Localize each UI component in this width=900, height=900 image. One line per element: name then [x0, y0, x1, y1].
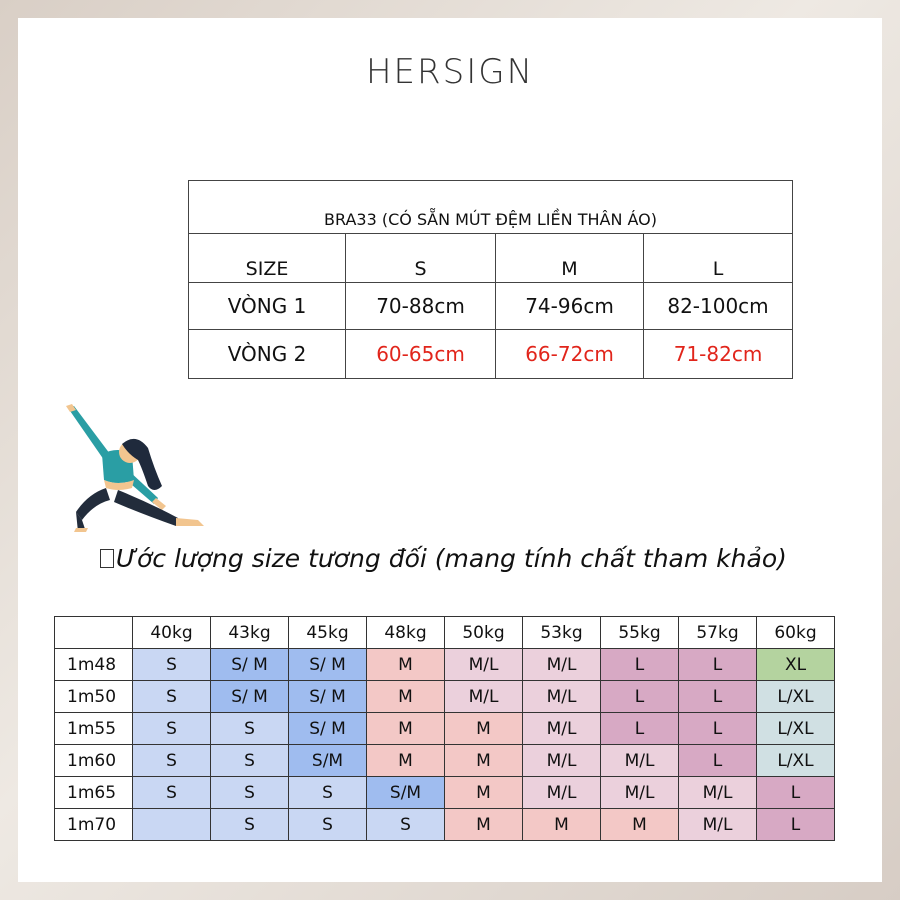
weight-header: 53kg: [523, 617, 601, 649]
size-cell: M: [523, 809, 601, 841]
size-table: [188, 180, 793, 379]
weight-header: 50kg: [445, 617, 523, 649]
size-cell: L/XL: [757, 713, 835, 745]
size-cell: S: [133, 745, 211, 777]
brand-logo: HERSIGN: [365, 52, 535, 92]
size-header: S: [346, 234, 496, 283]
size-cell: M/L: [601, 777, 679, 809]
size-header: M: [496, 234, 644, 283]
size-cell: M: [445, 809, 523, 841]
measure-cell: 82-100cm: [644, 283, 793, 330]
size-cell: S/ M: [289, 649, 367, 681]
size-cell: M: [367, 681, 445, 713]
size-cell: [133, 809, 211, 841]
table-row: [55, 809, 835, 841]
measure-cell: 74-96cm: [496, 283, 644, 330]
weight-header: 60kg: [757, 617, 835, 649]
size-cell: S/ M: [289, 681, 367, 713]
height-label: 1m50: [55, 681, 133, 713]
size-cell: L: [757, 809, 835, 841]
size-cell: M: [445, 777, 523, 809]
size-cell: S: [211, 777, 289, 809]
size-cell: M/L: [679, 809, 757, 841]
estimate-title: [100, 544, 787, 573]
estimate-grid: [54, 616, 835, 841]
size-cell: S: [289, 777, 367, 809]
weight-header: 57kg: [679, 617, 757, 649]
measure-cell: 71-82cm: [644, 330, 793, 379]
size-cell: XL: [757, 649, 835, 681]
size-cell: S: [289, 809, 367, 841]
table-row: [55, 681, 835, 713]
measure-cell: 60-65cm: [346, 330, 496, 379]
size-cell: L: [679, 681, 757, 713]
size-cell: M: [367, 713, 445, 745]
size-cell: S/M: [367, 777, 445, 809]
size-cell: L: [601, 649, 679, 681]
size-table-title: BRA33 (CÓ SẴN MÚT ĐỆM LIỀN THÂN ÁO): [189, 181, 793, 234]
height-label: 1m48: [55, 649, 133, 681]
size-cell: M/L: [523, 777, 601, 809]
height-label: 1m65: [55, 777, 133, 809]
table-row: [55, 649, 835, 681]
measure-cell: 70-88cm: [346, 283, 496, 330]
size-cell: M/L: [523, 681, 601, 713]
size-cell: M/L: [445, 681, 523, 713]
size-cell: M: [367, 745, 445, 777]
size-cell: M: [367, 649, 445, 681]
size-cell: S: [133, 681, 211, 713]
height-label: 1m60: [55, 745, 133, 777]
size-cell: L: [601, 713, 679, 745]
weight-header: 43kg: [211, 617, 289, 649]
box-icon: [100, 549, 114, 568]
weight-header: 48kg: [367, 617, 445, 649]
size-cell: L: [601, 681, 679, 713]
size-cell: L/XL: [757, 745, 835, 777]
size-cell: M: [601, 809, 679, 841]
size-cell: S: [211, 809, 289, 841]
size-cell: M/L: [445, 649, 523, 681]
row-label: VÒNG 1: [189, 283, 346, 330]
yoga-illustration: [58, 402, 208, 532]
estimate-title-text: Ước lượng size tương đối (mang tính chất tham khảo): [116, 544, 787, 573]
weight-header: 55kg: [601, 617, 679, 649]
size-cell: M/L: [679, 777, 757, 809]
size-cell: M/L: [523, 745, 601, 777]
table-row: [55, 777, 835, 809]
table-row: [55, 713, 835, 745]
size-cell: M/L: [523, 649, 601, 681]
size-cell: S/ M: [211, 649, 289, 681]
row-label: VÒNG 2: [189, 330, 346, 379]
size-cell: S: [211, 713, 289, 745]
size-cell: M/L: [523, 713, 601, 745]
size-cell: S: [367, 809, 445, 841]
size-cell: M/L: [601, 745, 679, 777]
table-row: [55, 745, 835, 777]
weight-header: 45kg: [289, 617, 367, 649]
size-cell: L: [679, 745, 757, 777]
size-cell: L: [679, 713, 757, 745]
size-header: L: [644, 234, 793, 283]
weight-header: 40kg: [133, 617, 211, 649]
size-cell: S: [133, 649, 211, 681]
size-cell: S: [211, 745, 289, 777]
size-cell: M: [445, 713, 523, 745]
size-cell: S/ M: [211, 681, 289, 713]
size-cell: S/ M: [289, 713, 367, 745]
height-label: 1m55: [55, 713, 133, 745]
size-cell: L: [757, 777, 835, 809]
size-header: SIZE: [189, 234, 346, 283]
size-cell: L: [679, 649, 757, 681]
size-cell: L/XL: [757, 681, 835, 713]
grid-corner: [55, 617, 133, 649]
size-cell: M: [445, 745, 523, 777]
measure-cell: 66-72cm: [496, 330, 644, 379]
size-cell: S: [133, 777, 211, 809]
height-label: 1m70: [55, 809, 133, 841]
size-cell: S/M: [289, 745, 367, 777]
size-cell: S: [133, 713, 211, 745]
